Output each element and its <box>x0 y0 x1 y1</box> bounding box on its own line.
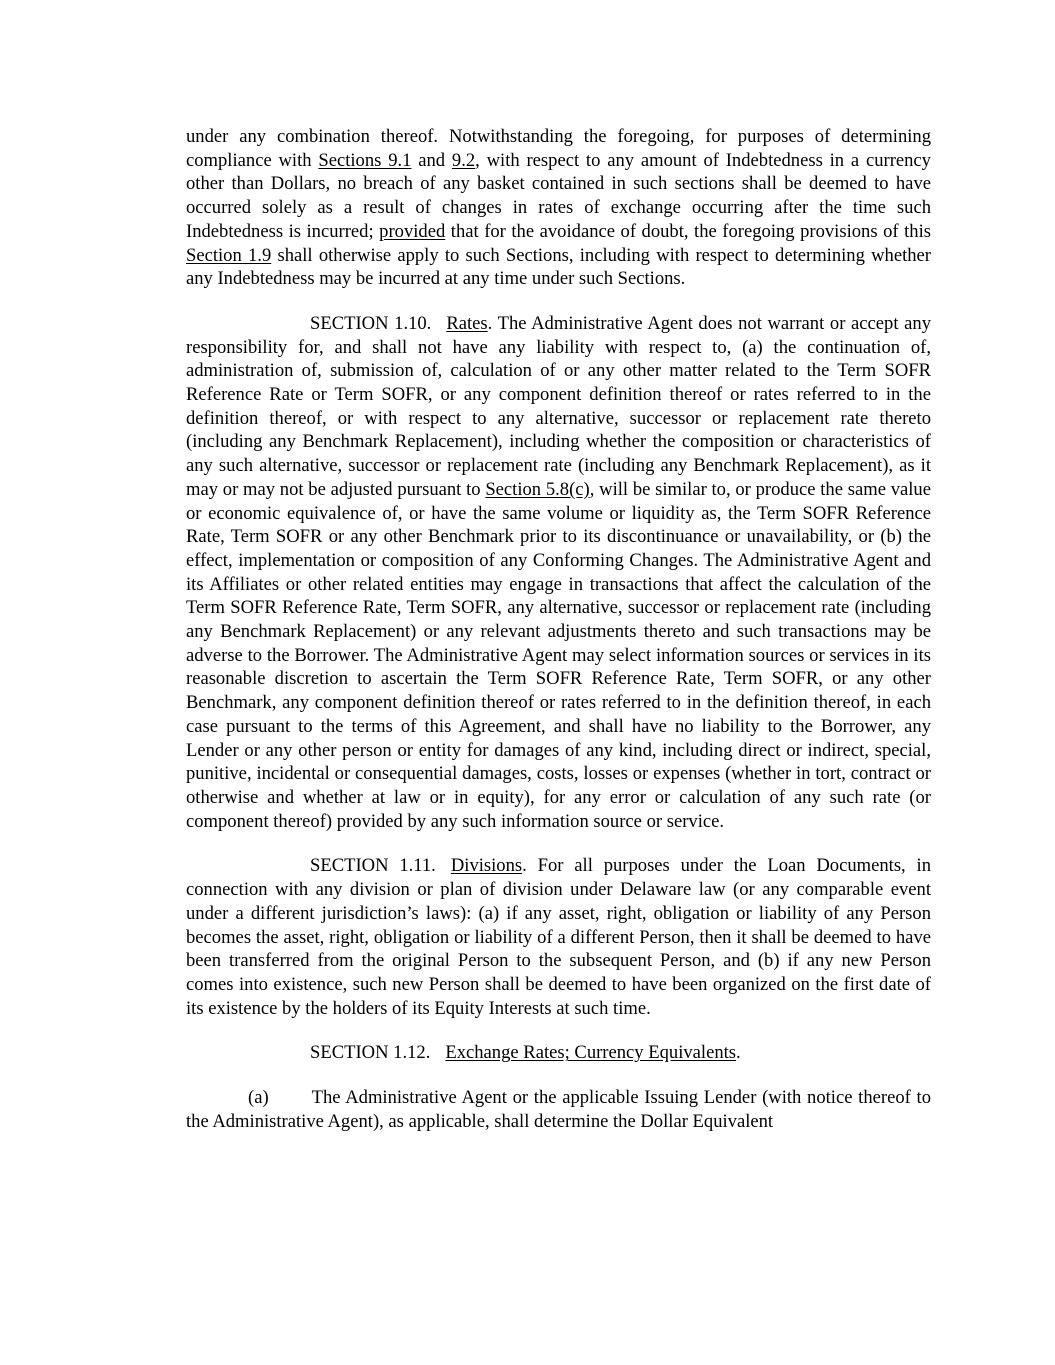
clause-label: (a) <box>248 1087 269 1109</box>
section-title-divisions: Divisions <box>450 855 523 877</box>
section-number: SECTION 1.10. <box>310 312 432 334</box>
paragraph-section-1-9-continuation <box>186 125 931 291</box>
cross-reference-section-5-8c: Section 5.8(c) <box>485 478 590 500</box>
section-1-10-paragraph <box>186 312 931 833</box>
text: that for the avoidance of doubt, the foregoing provisions of this <box>445 220 931 242</box>
document-page <box>186 125 931 1133</box>
clause-a-paragraph <box>186 1086 931 1133</box>
section-number: SECTION 1.12. <box>310 1042 431 1064</box>
text: , will be similar to, or produce the same value or economic equivalence of, or have the same volume or liquidity as, the Term SOFR Reference Rate, Term SOFR or any other Benchmark prior to its discontinuance or unavailability, or (b) the effect, implementation or composition of any Conforming Changes. The Administrative Agent and its Affiliates or other related entities may engage in transactions that affect the calculation of the Term SOFR Reference Rate, Term SOFR, any alternative, successor or replacement rate (including any Benchmark Replacement) or any relevant adjustments thereto and such transactions may be adverse to the Borrower. The Administrative Agent may select information sources or services in its reasonable discretion to ascertain the Term SOFR Reference Rate, Term SOFR, or any other Benchmark, any component definition thereof or rates referred to in the definition thereof, in each case pursuant to the terms of this Agreement, and shall have no liability to the Borrower, any Lender or any other person or entity for damages of any kind, including direct or indirect, special, punitive, incidental or consequential damages, costs, losses or expenses (whether in tort, contract or otherwise and whether at law or in equity), for any error or calculation of any such rate (or component thereof) provided by any such information source or service. <box>186 478 931 832</box>
cross-reference-section-1-9: Section 1.9 <box>186 244 272 266</box>
section-1-11-paragraph <box>186 854 931 1020</box>
cross-reference-sections-9-1: Sections 9.1 <box>318 149 412 171</box>
section-title-rates: Rates <box>446 312 488 334</box>
text: . <box>736 1042 741 1064</box>
section-title-exchange-rates: Exchange Rates; Currency Equivalents <box>445 1042 737 1064</box>
provided-term: provided <box>379 220 446 242</box>
text: under any combination thereof. Notwithstanding the foregoing, for purposes of determining compliance with <box>186 126 931 171</box>
text: and <box>411 149 452 171</box>
text: . For all purposes under the Loan Documents, in connection with any division or plan of division under Delaware law (or any comparable event under a different jurisdiction’s laws): (a) if any asset, right, obligation or liability of any Person becomes the asset, right, obligation or liability of a different Person, then it shall be deemed to have been transferred from the original Person to the subsequent Person, and (b) if any new Person comes into existence, such new Person shall be deemed to have been organized on the first date of its existence by the holders of its Equity Interests at such time. <box>186 855 931 1019</box>
text: The Administrative Agent or the applicable Issuing Lender (with notice thereof to the Administrative Agent), as applicable, shall determine the Dollar Equivalent <box>186 1087 931 1132</box>
section-1-12-heading <box>186 1041 931 1065</box>
section-number: SECTION 1.11. <box>310 855 436 877</box>
text: . The Administrative Agent does not warrant or accept any responsibility for, and shall not have any liability with respect to, (a) the continuation of, administration of, submission of, calculation of or any other matter related to the Term SOFR Reference Rate or Term SOFR, or any component definition thereof or rates referred to in the definition thereof, or with respect to any alternative, successor or replacement rate thereto (including any Benchmark Replacement), including whether the composition or characteristics of any such alternative, successor or replacement rate (including any Benchmark Replacement), as it may or may not be adjusted pursuant to <box>186 312 932 500</box>
cross-reference-9-2: 9.2 <box>451 149 476 171</box>
text: shall otherwise apply to such Sections, including with respect to determining whether any Indebtedness may be incurred at any time under such Sections. <box>186 244 931 290</box>
text: , with respect to any amount of Indebtedness in a currency other than Dollars, no breach of any basket contained in such sections shall be deemed to have occurred solely as a result of changes in rates of exchange occurring after the time such Indebtedness is incurred; <box>186 149 931 242</box>
